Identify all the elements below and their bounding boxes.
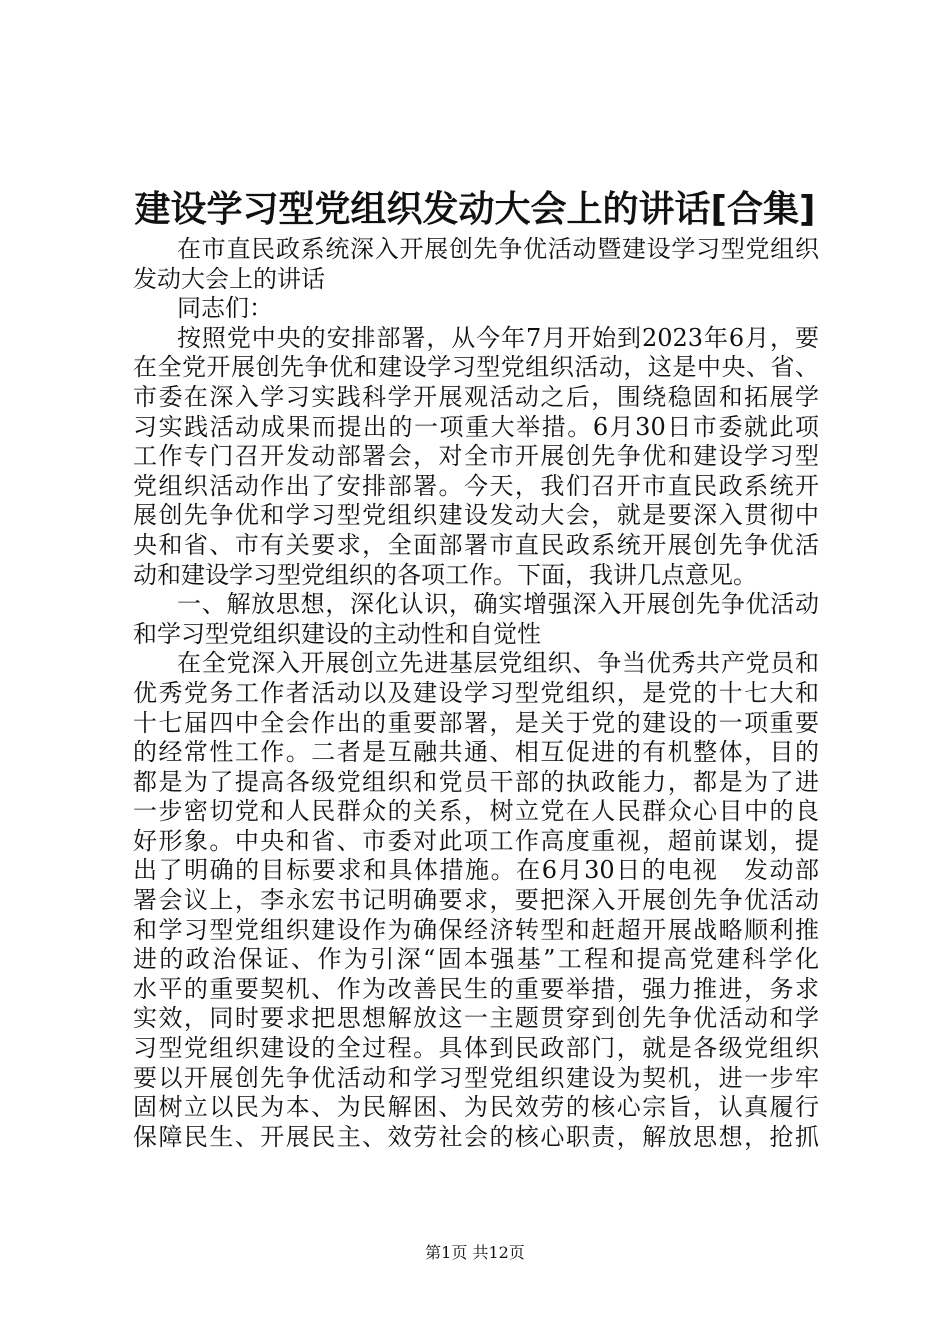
text-line: 央和省、市有关要求，全面部署市直民政系统开展创先争优活 [133,530,819,559]
text-line: 保障民生、开展民主、效劳社会的核心职责，解放思想，抢抓 [133,1122,819,1151]
text-line: 一步密切党和人民群众的关系，树立党在人民群众心目中的良 [133,797,819,826]
text-line: 在市直民政系统深入开展创先争优活动暨建设学习型党组织 [177,235,819,263]
text-line: 习实践活动成果而提出的一项重大举措。6月30日市委就此项 [133,412,819,441]
text-line: 和学习型党组织建设的主动性和自觉性 [133,619,541,648]
text-line: 党组织活动作出了安排部署。今天，我们召开市直民政系统开 [133,471,819,500]
text-line: 和学习型党组织建设作为确保经济转型和赶超开展战略顺利推 [133,915,819,944]
text-line: 固树立以民为本、为民解困、为民效劳的核心宗旨，认真履行 [133,1093,819,1122]
text-line: 展创先争优和学习型党组织建设发动大会，就是要深入贯彻中 [133,501,819,530]
document-body [133,235,819,1152]
text-line: 出了明确的目标要求和具体措施。在6月30日的电视 发动部 [133,856,819,885]
text-line: 实效，同时要求把思想解放这一主题贯穿到创先争优活动和学 [133,1004,819,1033]
text-line: 十七届四中全会作出的重要部署，是关于党的建设的一项重要 [133,708,819,737]
text-line: 动和建设学习型党组织的各项工作。下面，我讲几点意见。 [133,560,757,589]
text-line: 按照党中央的安排部署，从今年7月开始到2023年6月，要 [177,323,819,352]
document-title: 建设学习型党组织发动大会上的讲话[合集] [134,189,816,230]
text-line: 在全党深入开展创立先进基层党组织、争当优秀共产党员和 [177,649,819,678]
text-line: 好形象。中央和省、市委对此项工作高度重视，超前谋划，提 [133,826,819,855]
page-footer: 第1页 共12页 [425,1243,525,1262]
text-line: 工作专门召开发动部署会，对全市开展创先争优和建设学习型 [133,442,819,471]
text-line: 都是为了提高各级党组织和党员干部的执政能力，都是为了进 [133,767,819,796]
text-line: 一、解放思想，深化认识，确实增强深入开展创先争优活动 [177,590,819,619]
text-line: 在全党开展创先争优和建设学习型党组织活动，这是中央、省、 [133,353,819,382]
text-line: 习型党组织建设的全过程。具体到民政部门，就是各级党组织 [133,1034,819,1063]
text-line: 优秀党务工作者活动以及建设学习型党组织，是党的十七大和 [133,678,819,707]
text-line: 署会议上，李永宏书记明确要求，要把深入开展创先争优活动 [133,886,819,915]
text-line: 同志们： [177,294,273,323]
text-line: 要以开展创先争优活动和学习型党组织建设为契机，进一步牢 [133,1063,819,1092]
text-line: 进的政治保证、作为引深“固本强基”工程和提高党建科学化 [133,945,819,974]
text-line: 的经常性工作。二者是互融共通、相互促进的有机整体，目的 [133,738,819,767]
text-line: 市委在深入学习实践科学开展观活动之后，围绕稳固和拓展学 [133,382,819,411]
text-line: 水平的重要契机、作为改善民生的重要举措，强力推进，务求 [133,974,819,1003]
text-line: 发动大会上的讲话 [133,264,325,293]
